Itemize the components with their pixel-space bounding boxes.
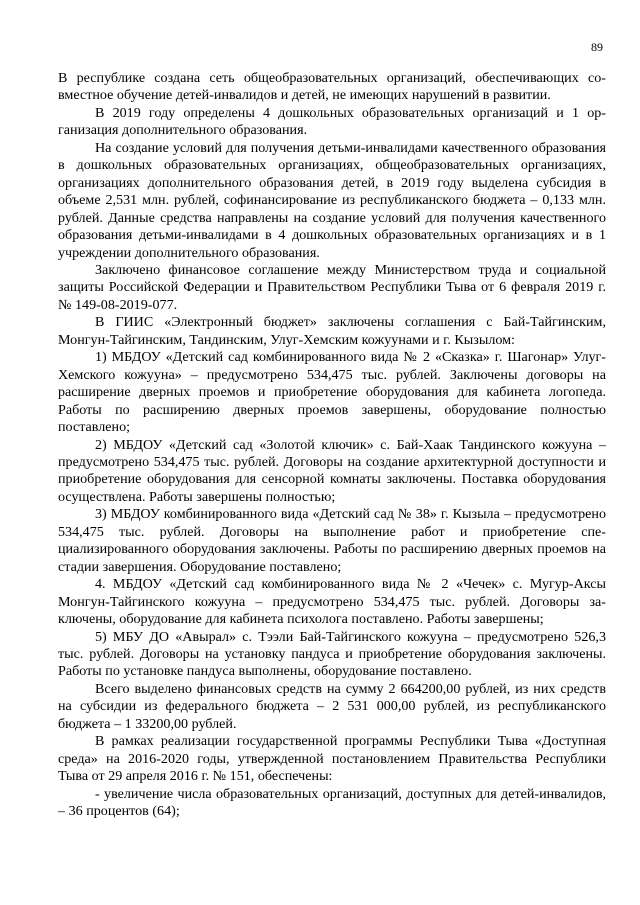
document-body [58, 70, 606, 820]
paragraph-giis-agreements: В ГИИС «Электронный бюджет» заключены соглашения с Бай-Тайгинским, Монгун-Тайгинским, Тандинским, Улуг-Хемским кожуунами и г. Кызылом: [58, 314, 606, 348]
paragraph-accessible-environment-program: В рамках реализации государственной программы Республики Тыва «Доступная среда» на 2016-2020 годы, утвержденной постановлением Правительства Республики Тыва от 29 апреля 2016 г. № 151, обеспечены: [58, 733, 606, 785]
list-item-zolotoy-klyuchik: 2) МБДОУ «Детский сад «Золотой ключик» с. Бай-Хаак Тандинского кожууна – предусмотрено 534,475 тыс. рублей. Договоры на создание архитектурной доступности и приобретение оборудования для сенсорной комнаты заключены. Поставка оборудования осуществлена. Работы завершены полностью; [58, 436, 606, 505]
paragraph-total-funding: Всего выделено финансовых средств на сумму 2 664200,00 рублей, из них средств на субсидии из федерального бюджета – 2 531 000,00 рублей, из республиканского бюджета – 1 33200,00 рублей. [58, 680, 606, 732]
paragraph-subsidy: На создание условий для получения детьми-инвалидами качественного образования в дошкольных образовательных организациях, общеобразовательных организациях, организациях дополнительного образования детей, в 2019 году выделена субсидия в объеме 2,531 млн. рублей, софинансирование из республиканского бюджета – 0,133 млн. рублей. Данные средства направлены на создание условий для получения качественного образования детьми-инвалидами в 4 дошкольных образовательных организациях и в 1 учреждении дополнительного образования. [58, 139, 606, 261]
list-item-accessible-organizations: - увеличение числа образовательных организаций, доступных для детей-инвалидов, – 36 процентов (64); [58, 785, 606, 820]
paragraph-inclusive-network: В республике создана сеть общеобразовательных организаций, обеспечивающих совместное обучение детей-инвалидов и детей, не имеющих нарушений в развитии. [58, 70, 606, 104]
list-item-skazka: 1) МБДОУ «Детский сад комбинированного вида № 2 «Сказка» г. Шагонар» Улуг-Хемского кожууна» – предусмотрено 534,475 тыс. рублей. Заключены договоры на расширение дверных проемов и приобретение оборудования для кабинета логопеда. Работы по расширению дверных проемов завершены, оборудование полностью поставлено; [58, 349, 606, 436]
list-item-avyral: 5) МБУ ДО «Авырал» с. Тээли Бай-Тайгинского кожууна – предусмотрено 526,3 тыс. рублей. Договоры на установку пандуса и приобретение оборудования заключены. Работы по установке пандуса выполнены, оборудование поставлено. [58, 628, 606, 680]
list-item-sad-38: 3) МБДОУ комбинированного вида «Детский сад № 38» г. Кызыла – предусмотрено 534,475 тыс. рублей. Договоры на выполнение работ и приобретение специализированного оборудования заключены. Работы по расширению дверных проемов на стадии завершения. Оборудование поставлено; [58, 506, 606, 575]
list-item-chechek: 4. МБДОУ «Детский сад комбинированного вида № 2 «Чечек» с. Мугур-Аксы Монгун-Тайгинского кожууна – предусмотрено 534,475 тыс. рублей. Договоры заключены, оборудование для кабинета психолога поставлено. Работы завершены; [58, 576, 606, 628]
page-number: 89 [591, 40, 603, 54]
paragraph-2019-organizations: В 2019 году определены 4 дошкольных образовательных организаций и 1 организация дополнительного образования. [58, 104, 606, 139]
paragraph-financial-agreement: Заключено финансовое соглашение между Министерством труда и социальной защиты Российской Федерации и Правительством Республики Тыва от 6 февраля 2019 г. № 149-08-2019-077. [58, 261, 606, 313]
